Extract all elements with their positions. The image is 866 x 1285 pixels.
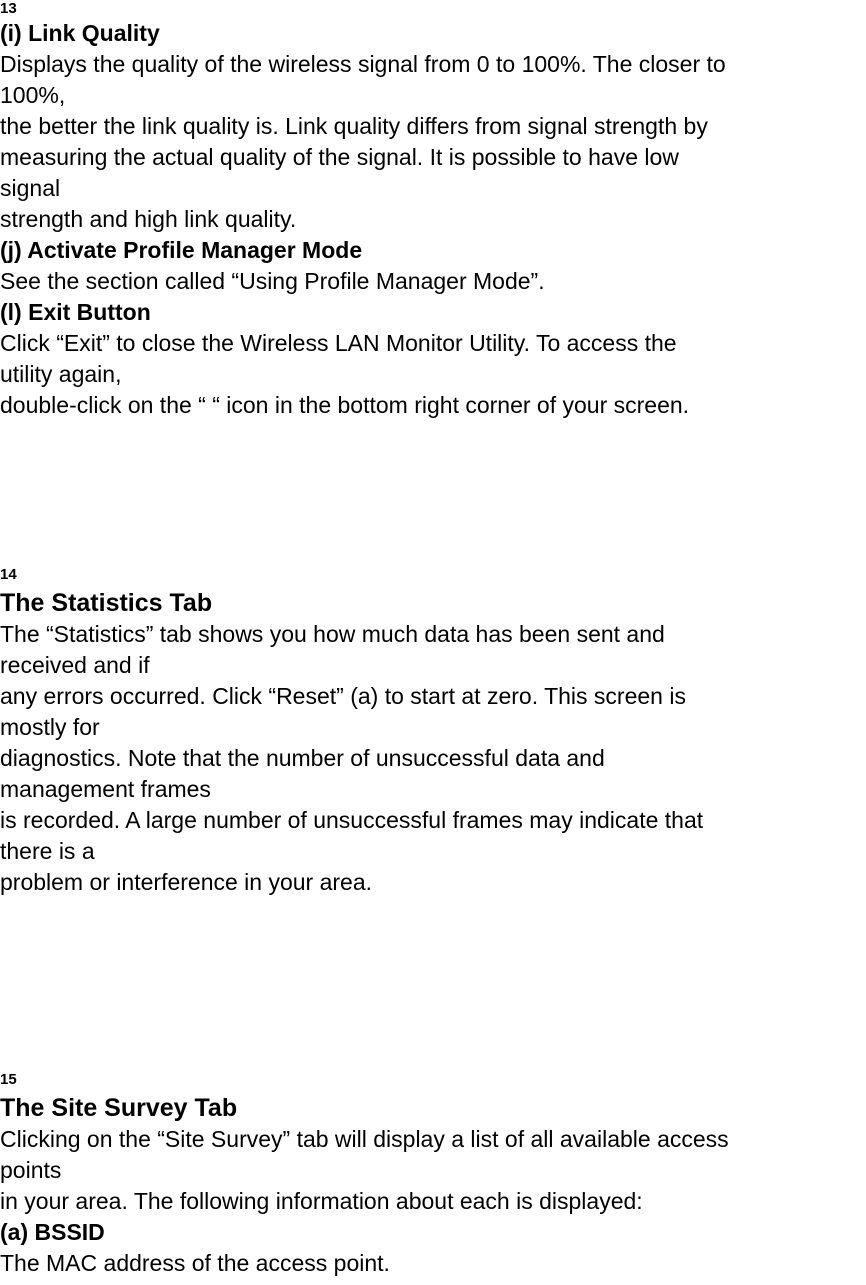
page-14-body [0,619,866,898]
body-line: is recorded. A large number of unsuccessful frames may indicate that [0,807,704,833]
body-line: The MAC address of the access point. [0,1250,390,1276]
body-line: See the section called “Using Profile Manager Mode”. [0,268,545,294]
body-line: double-click on the “ “ icon in the bottom right corner of your screen. [0,392,690,418]
page-14-section [0,566,866,898]
section-heading-profile-manager: (j) Activate Profile Manager Mode [0,237,363,263]
body-line: received and if [0,652,150,678]
body-line: 100%, [0,82,66,108]
body-line: Click “Exit” to close the Wireless LAN Monitor Utility. To access the [0,330,677,356]
section-heading-bssid: (a) BSSID [0,1219,105,1245]
body-line: points [0,1157,62,1183]
body-line: The “Statistics” tab shows you how much data has been sent and [0,621,665,647]
body-line: measuring the actual quality of the signal. It is possible to have low [0,144,679,170]
body-line: signal [0,175,61,201]
body-line: diagnostics. Note that the number of unsuccessful data and [0,745,605,771]
section-heading-exit-button: (l) Exit Button [0,299,151,325]
page-title: The Statistics Tab [0,589,213,617]
body-line: Displays the quality of the wireless signal from 0 to 100%. The closer to [0,51,726,77]
body-line: problem or interference in your area. [0,869,373,895]
body-line: Clicking on the “Site Survey” tab will display a list of all available access [0,1126,729,1152]
body-line: management frames [0,776,211,802]
body-line: any errors occurred. Click “Reset” (a) to start at zero. This screen is [0,683,686,709]
page-title: The Site Survey Tab [0,1094,238,1122]
page-13-section [0,0,866,421]
section-heading-link-quality: (i) Link Quality [0,20,160,46]
body-line: mostly for [0,714,100,740]
page-15-section [0,1071,866,1279]
page-number: 14 [0,566,17,583]
body-line: the better the link quality is. Link quality differs from signal strength by [0,113,708,139]
body-line: in your area. The following information about each is displayed: [0,1188,643,1214]
body-line: strength and high link quality. [0,206,297,232]
body-line: utility again, [0,361,122,387]
page-15-body [0,1124,866,1279]
page-number: 15 [0,1071,17,1088]
page-number: 13 [0,0,17,17]
body-line: there is a [0,838,95,864]
page-13-body [0,18,866,421]
